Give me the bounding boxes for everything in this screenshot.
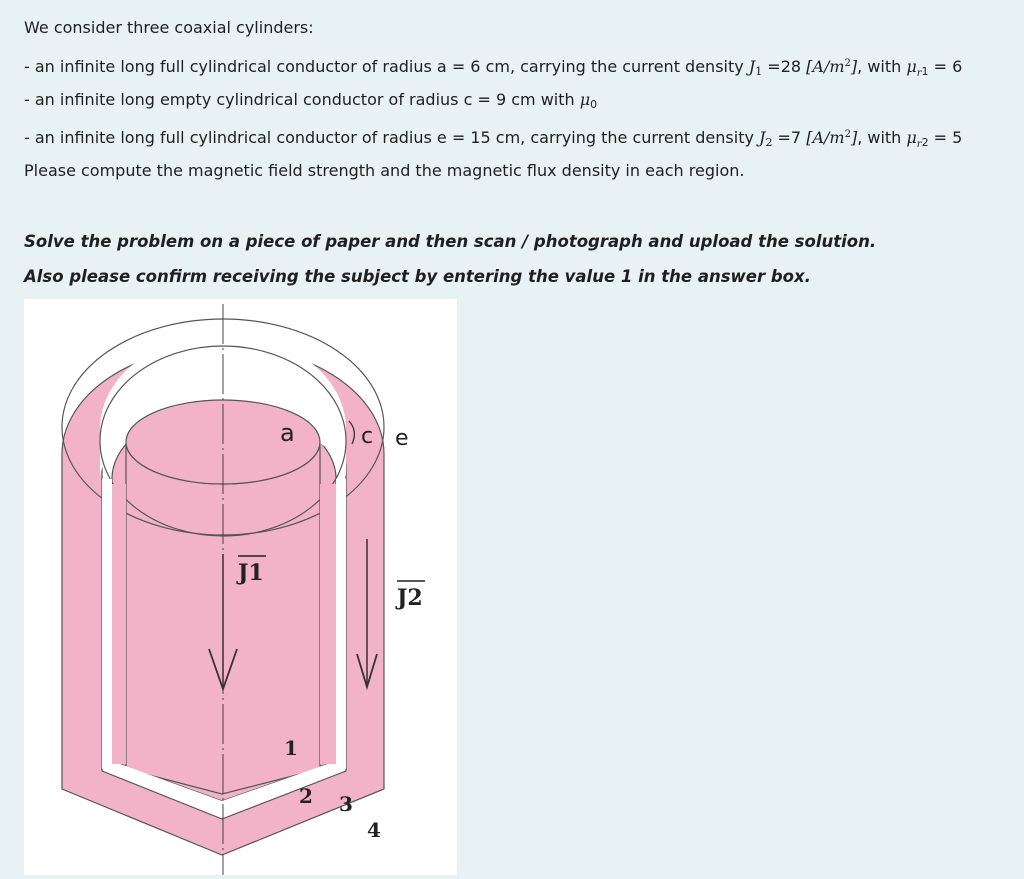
coaxial-cylinders-figure — [24, 299, 457, 875]
label-j2: J2 — [397, 585, 423, 611]
intro-text: We consider three coaxial cylinders: — [24, 18, 314, 37]
region-label-4: 4 — [367, 818, 381, 842]
upload-instruction: Solve the problem on a piece of paper and then scan / photograph and upload the solution. — [24, 232, 877, 251]
middle-shell-right — [320, 484, 336, 764]
gap-right-side — [336, 479, 346, 769]
conductor-2-description: - an infinite long empty cylindrical conductor of radius c = 9 cm with $\mu_0$ — [24, 90, 598, 111]
label-c: c — [361, 424, 374, 449]
task-request: Please compute the magnetic field strength and the magnetic flux density in each region. — [24, 161, 745, 180]
conductor-1-description: - an infinite long full cylindrical conductor of radius a = 6 cm, carrying the current density $J_1 =28$ $[A/m^2]$, with $\mu_{r1} = 6$ — [24, 57, 963, 79]
middle-shell-left — [112, 484, 126, 764]
confirm-instruction: Also please confirm receiving the subject by entering the value 1 in the answer box. — [24, 267, 811, 286]
region-label-1: 1 — [284, 736, 298, 760]
cylinder-diagram — [24, 299, 457, 875]
gap-left-side — [102, 479, 112, 769]
region-label-2: 2 — [299, 784, 313, 808]
label-a: a — [280, 419, 295, 447]
label-j1: J1 — [238, 560, 264, 586]
conductor-3-description: - an infinite long full cylindrical conductor of radius e = 15 cm, carrying the current density $J_2 =7$ $[A/m^2]$, with $\mu_{r2} = 5$ — [24, 128, 963, 150]
label-e: e — [395, 426, 409, 451]
region-label-3: 3 — [339, 792, 353, 816]
